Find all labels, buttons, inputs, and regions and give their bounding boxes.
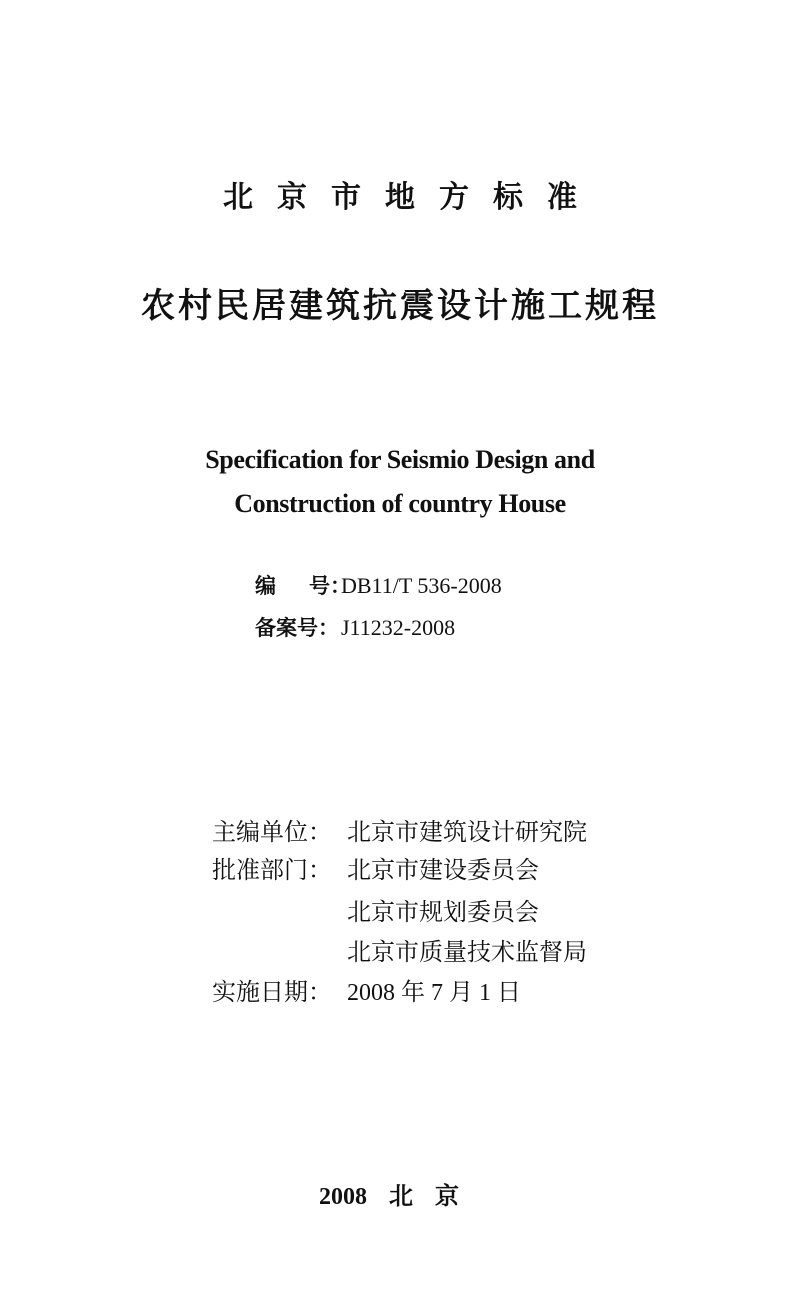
title-en-line-2: Construction of country House xyxy=(234,489,566,518)
chief-editor-row xyxy=(212,812,587,847)
approver-label: 批准部门： xyxy=(212,856,332,884)
effective-date-label: 实施日期： xyxy=(212,978,332,1006)
standard-code-row xyxy=(255,570,502,602)
record-number-row xyxy=(255,612,455,644)
chief-editor-value: 北京市建筑设计研究院 xyxy=(347,818,587,846)
record-number-label: 备案号： xyxy=(255,616,339,640)
document-title-zh: 农村民居建筑抗震设计施工规程 xyxy=(141,286,659,326)
record-number-value: J11232-2008 xyxy=(341,615,456,640)
approver-value-1: 北京市建设委员会 xyxy=(347,856,539,884)
approver-row-3 xyxy=(347,932,587,967)
standard-code-label: 编 号： xyxy=(255,574,351,598)
chief-editor-label: 主编单位： xyxy=(212,818,332,846)
approver-row xyxy=(212,850,539,885)
approver-value-2: 北京市规划委员会 xyxy=(347,898,539,926)
standard-code-value: DB11/T 536-2008 xyxy=(341,573,502,598)
publication-city: 北京 xyxy=(389,1182,481,1210)
publication-footer xyxy=(0,1176,800,1211)
effective-date-value: 2008 年 7 月 1 日 xyxy=(347,980,521,1006)
effective-date-row xyxy=(212,972,521,1007)
approver-value-3: 北京市质量技术监督局 xyxy=(347,938,587,966)
standard-type-heading: 北京市地方标准 xyxy=(223,180,601,215)
title-en-line-1: Specification for Seismio Design and xyxy=(205,445,595,474)
document-title-en xyxy=(0,438,800,526)
approver-row-2 xyxy=(347,892,539,927)
publication-year: 2008 xyxy=(319,1184,367,1210)
